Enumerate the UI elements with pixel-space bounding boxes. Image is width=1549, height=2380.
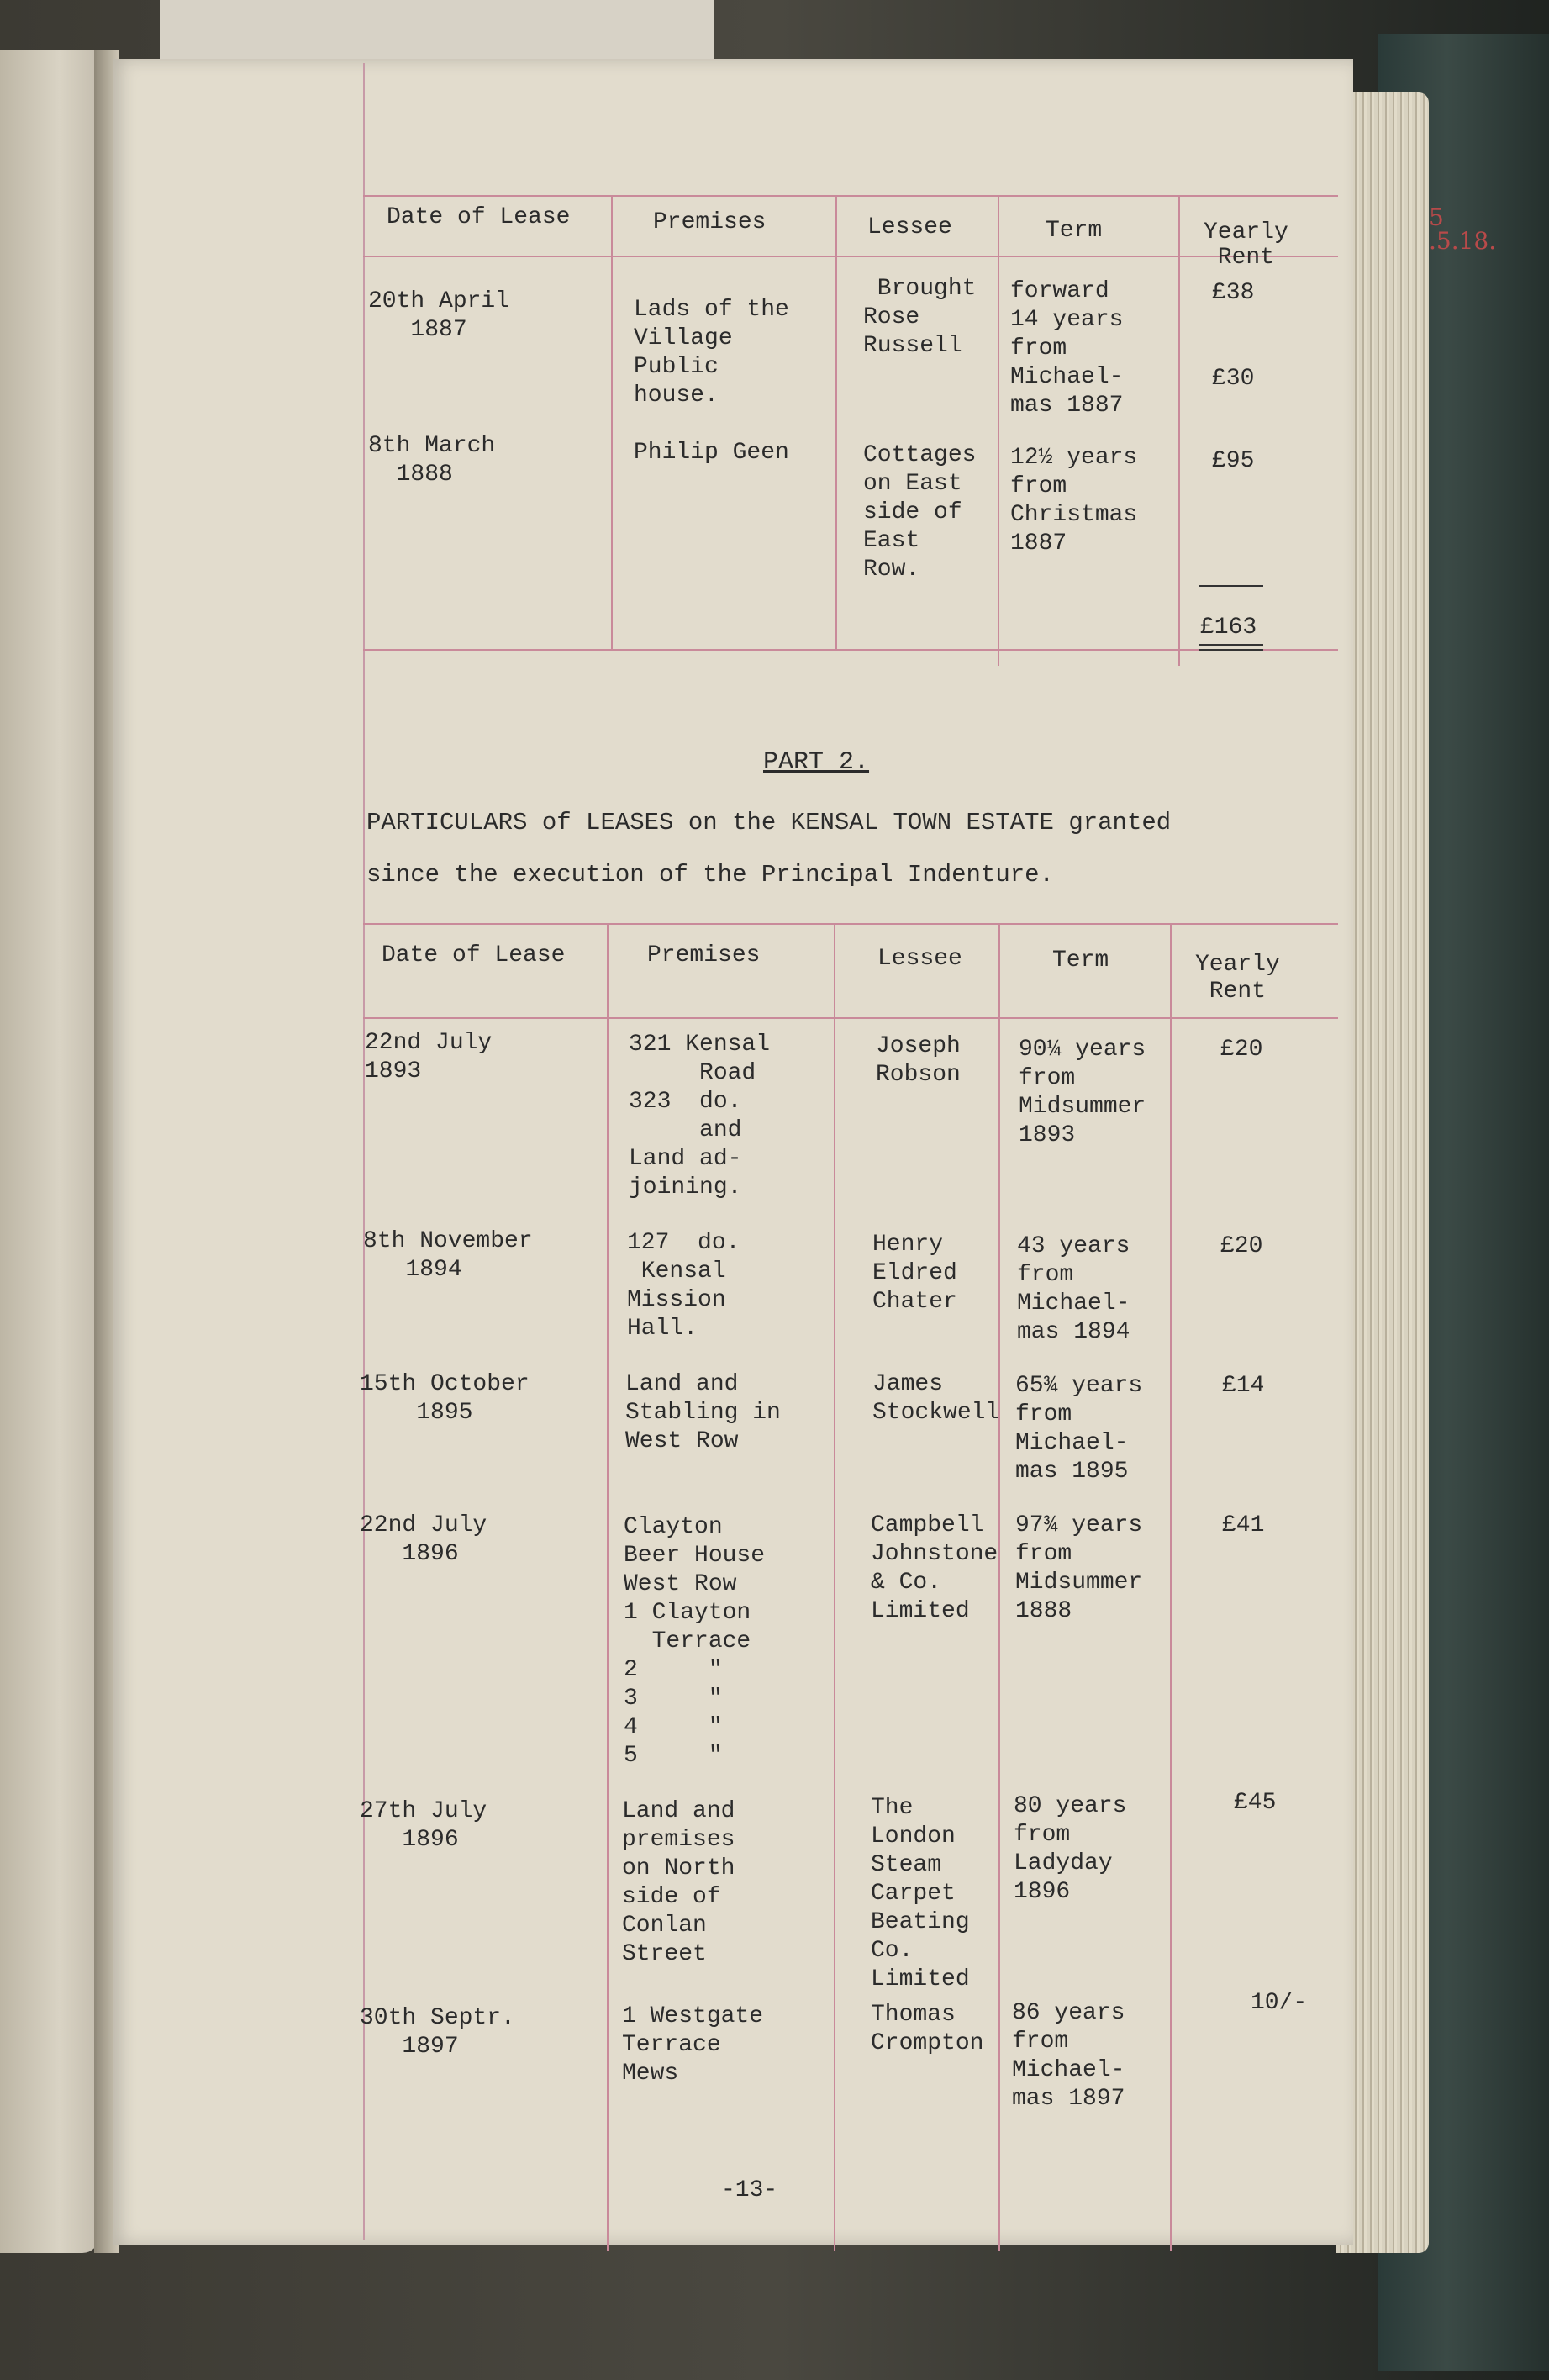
header-rent: Yearly Rent	[1204, 219, 1288, 271]
total-double-rule	[1199, 649, 1263, 651]
row-date: 22nd July 1896	[360, 1512, 487, 1567]
row-rent: 10/-	[1251, 1990, 1308, 2016]
rule	[1178, 195, 1180, 666]
lease-table-1	[363, 195, 1338, 673]
rule	[363, 1017, 1338, 1019]
rule	[611, 195, 613, 649]
lease-table-2	[360, 923, 1338, 2251]
row-term: 65¾ years from Michael- mas 1895	[1015, 1373, 1143, 1485]
row-rent: £41	[1222, 1512, 1265, 1538]
pencil-note: 5 .5.18.	[1429, 203, 1497, 255]
row2-rent: £95	[1212, 448, 1255, 474]
intro-line-1: PARTICULARS of LEASES on the KENSAL TOWN ESTATE granted	[366, 809, 1172, 836]
row2-date: 8th March 1888	[368, 433, 496, 488]
row-premises: 1 Westgate Terrace Mews	[622, 2003, 764, 2087]
row-term: 90¼ years from Midsummer 1893	[1019, 1037, 1146, 1148]
row1-premises: Lads of the Village Public house.	[634, 297, 789, 409]
row-premises: Clayton Beer House West Row 1 Clayton Terrace 2 " 3 " 4 " 5 "	[624, 1514, 766, 1769]
rule	[998, 923, 1000, 2251]
rule	[363, 195, 1338, 197]
total-double-rule	[1199, 644, 1263, 646]
row-rent: £14	[1222, 1373, 1265, 1399]
row-rent: £45	[1234, 1790, 1277, 1816]
row-lessee: Henry Eldred Chater	[872, 1232, 957, 1315]
total-rule	[1199, 585, 1263, 587]
row1-date: 20th April 1887	[368, 288, 510, 343]
row-term: 80 years from Ladyday 1896	[1014, 1793, 1127, 1905]
row-date: 15th October 1895	[360, 1371, 530, 1426]
rule	[363, 923, 1338, 925]
header-date: Date of Lease	[387, 204, 571, 230]
rule	[998, 195, 999, 666]
row1-term: forward 14 years from Michael- mas 1887	[1010, 278, 1124, 419]
row-premises: 321 Kensal Road 323 do. and Land ad- joining.	[629, 1032, 771, 1201]
row2-term: 12½ years from Christmas 1887	[1010, 445, 1138, 557]
row1-lessee: Brought Rose Russell	[863, 276, 977, 359]
row-term: 97¾ years from Midsummer 1888	[1015, 1512, 1143, 1624]
rule	[363, 649, 1338, 651]
header-lessee: Lessee	[867, 214, 952, 240]
row-rent: £20	[1220, 1037, 1263, 1063]
header-date: Date of Lease	[382, 942, 566, 968]
loose-paper	[160, 0, 714, 67]
intro-line-2: since the execution of the Principal Indenture.	[366, 861, 1054, 889]
row-lessee: James Stockwell	[872, 1371, 1000, 1426]
header-term: Term	[1052, 947, 1109, 974]
rule	[1170, 923, 1172, 2251]
row-term: 43 years from Michael- mas 1894	[1017, 1233, 1130, 1345]
row-premises: Land and premises on North side of Conlan Street	[622, 1798, 735, 1967]
rule	[607, 923, 609, 2251]
row-date: 27th July 1896	[360, 1798, 487, 1853]
row-lessee: The London Steam Carpet Beating Co. Limited	[871, 1795, 970, 1992]
header-premises: Premises	[653, 209, 767, 235]
row-premises: Land and Stabling in West Row	[625, 1371, 781, 1454]
left-page	[0, 50, 99, 2253]
page-number: -13-	[721, 2177, 778, 2203]
rule	[363, 256, 1338, 257]
row-rent: £20	[1220, 1233, 1263, 1259]
part-title: PART 2.	[763, 748, 870, 777]
row-term: 86 years from Michael- mas 1897	[1012, 2000, 1125, 2112]
rule	[834, 923, 835, 2251]
total-rent: £163	[1200, 615, 1257, 641]
row-date: 8th November 1894	[363, 1228, 533, 1283]
row1-rent: £38 £30	[1212, 280, 1255, 392]
row-lessee: Joseph Robson	[876, 1033, 961, 1088]
row-premises: 127 do. Kensal Mission Hall.	[627, 1230, 740, 1342]
row-lessee: Thomas Crompton	[871, 2002, 984, 2056]
header-premises: Premises	[647, 942, 761, 968]
row-date: 30th Septr. 1897	[360, 2005, 515, 2060]
row-lessee: Campbell Johnstone & Co. Limited	[871, 1512, 998, 1624]
row2-premises: Philip Geen	[634, 440, 789, 466]
header-lessee: Lessee	[877, 946, 962, 972]
row2-lessee: Cottages on East side of East Row.	[863, 442, 977, 583]
header-term: Term	[1046, 218, 1103, 244]
rule	[835, 195, 837, 649]
header-rent: Yearly Rent	[1195, 952, 1280, 1005]
row-date: 22nd July 1893	[365, 1030, 493, 1084]
